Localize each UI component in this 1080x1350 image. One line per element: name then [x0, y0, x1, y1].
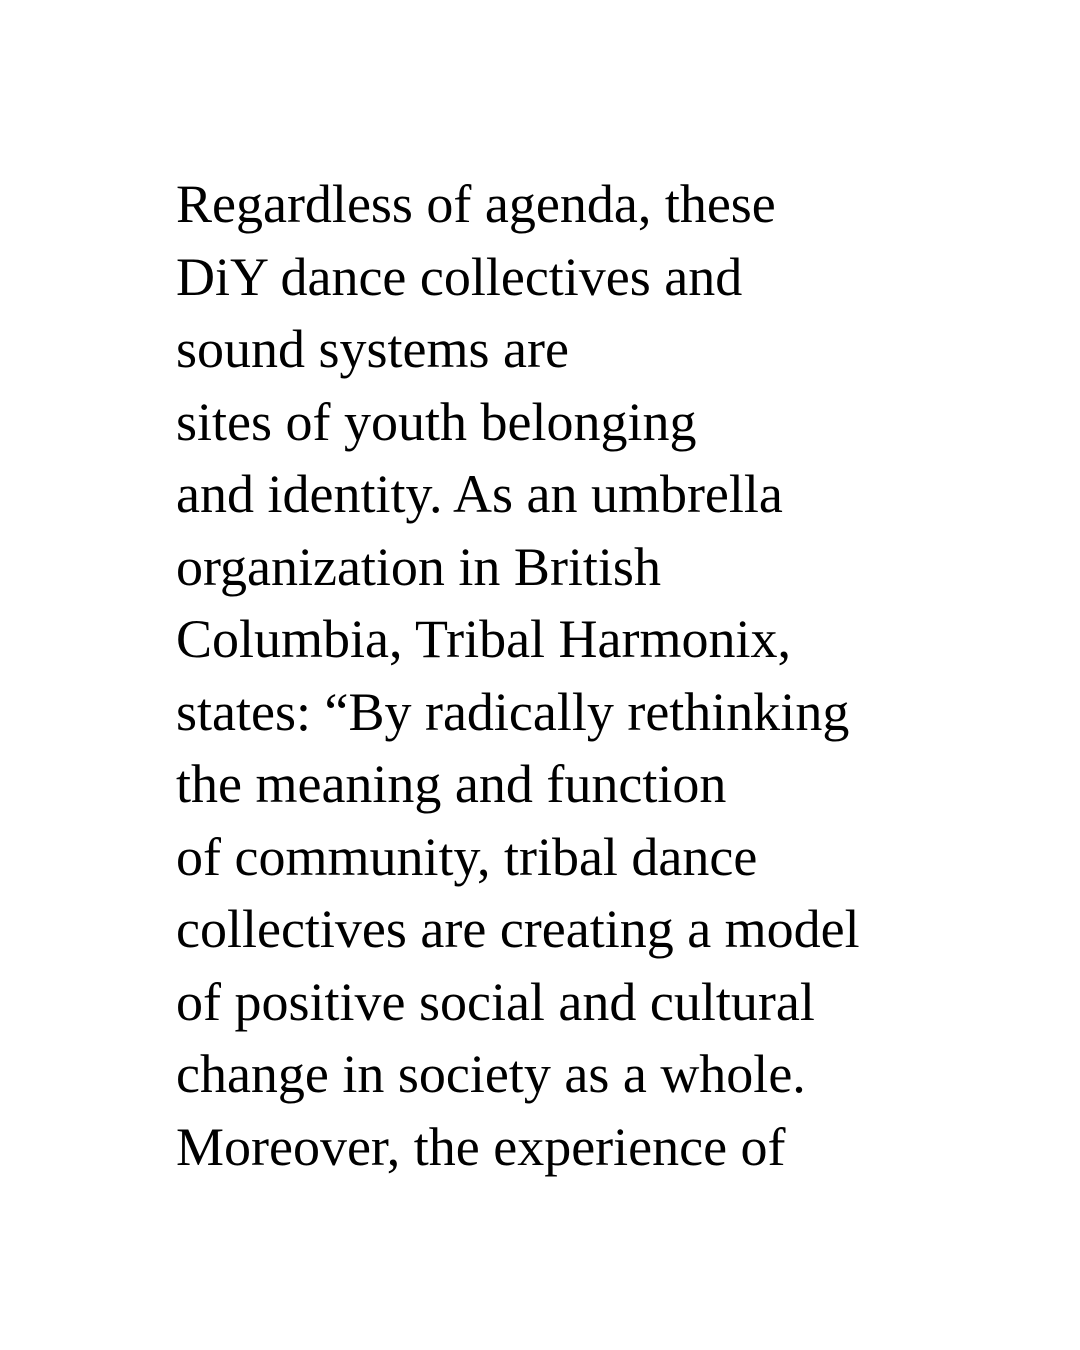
- text-line-2: DiY dance collectives and: [176, 246, 743, 307]
- text-line-3: sound systems are: [176, 319, 569, 379]
- text-line-12: of positive social and cultural: [176, 971, 815, 1032]
- body-text: [176, 168, 1056, 1183]
- text-line-6: organization in British: [176, 536, 661, 597]
- text-line-11: collectives are creating a model: [176, 899, 860, 959]
- text-line-8: states: “By radically rethinking: [176, 681, 850, 742]
- text-line-14: Moreover, the experience of: [176, 1116, 786, 1177]
- text-line-13: change in society as a whole.: [176, 1044, 806, 1104]
- text-line-9: the meaning and function: [176, 754, 727, 814]
- text-line-10: of community, tribal dance: [176, 826, 758, 887]
- text-line-1: Regardless of agenda, these: [176, 174, 776, 234]
- text-line-4: sites of youth belonging: [176, 391, 697, 452]
- text-line-7: Columbia, Tribal Harmonix,: [176, 609, 792, 669]
- text-line-5: and identity. As an umbrella: [176, 464, 783, 524]
